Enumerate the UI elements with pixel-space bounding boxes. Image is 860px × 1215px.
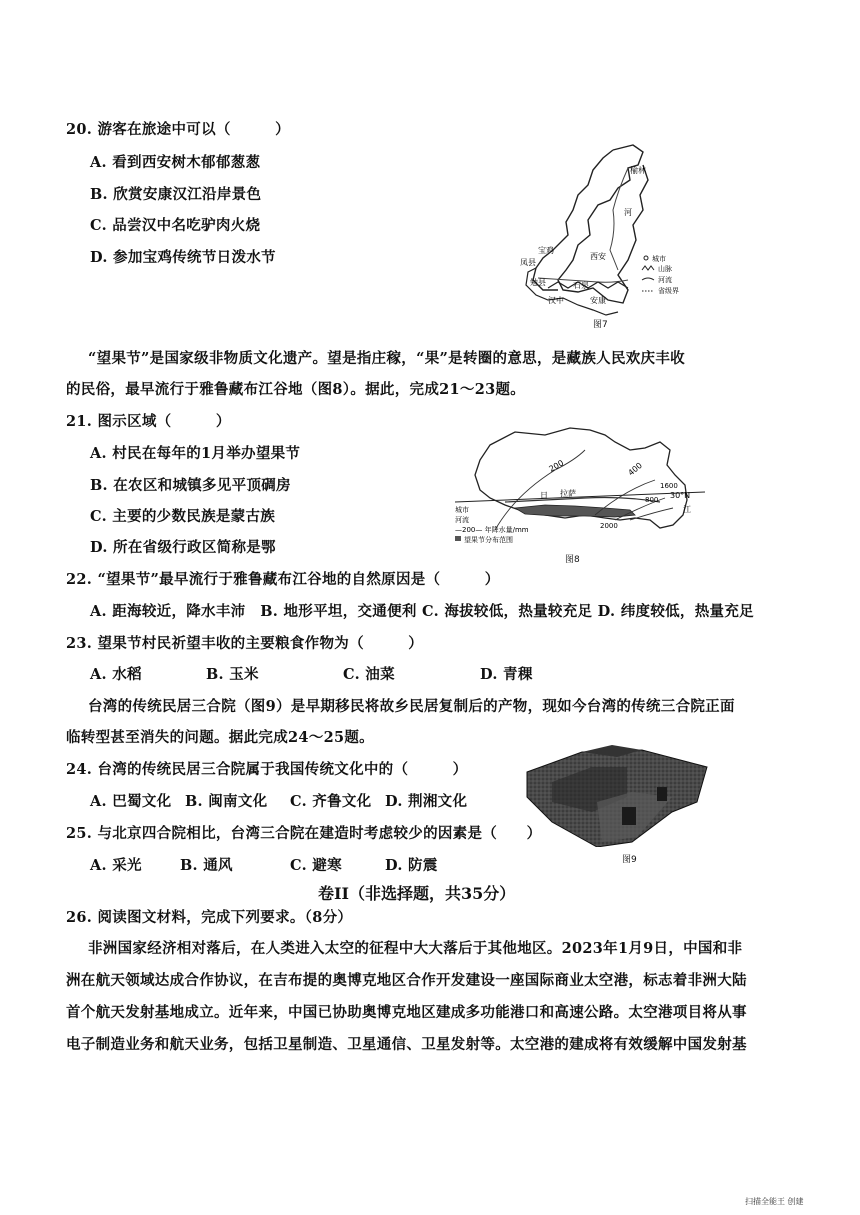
fig8-legend-river: 河流 [455,516,469,524]
fig7-legend-city-icon [644,256,648,260]
intro21-line1: “望果节”是国家级非物质文化遗产。望是指庄稼，“果”是转圈的意思，是藏族人民欢庆丰收 [88,350,685,367]
q20-option-b: B. 欣赏安康汉江沿岸景色 [90,186,262,203]
intro21-line2: 的民俗，最早流行于雅鲁藏布江谷地（图8）。据此，完成21～23题。 [66,381,526,398]
figure-8-map [455,420,705,570]
q23-option-a: A. 水稻 [90,666,142,683]
q21-option-d: D. 所在省级行政区简称是鄂 [90,539,276,556]
fig9-caption: 图9 [622,855,637,865]
q25-option-d: D. 防震 [385,857,438,874]
q25-option-a: A. 采光 [90,857,142,874]
q23-option-d: D. 青稞 [480,666,533,683]
fig8-caption: 图8 [565,555,580,565]
q21-option-b: B. 在农区和城镇多见平顶碉房 [90,477,291,494]
q24-option-a: A. 巴蜀文化 [90,793,172,810]
fig7-legend-mountain: 山脉 [658,265,672,273]
fig8-legend-city: 城市 [455,506,469,514]
intro24-line1: 台湾的传统民居三合院（图9）是早期移民将故乡民居复制后的产物，现如今台湾的传统三合院正面 [88,698,735,715]
fig8-isohyet-800: 800 [645,496,659,504]
fig7-caption: 图7 [593,320,608,330]
fig7-city-shiquan: 石泉 [573,281,589,290]
section-2-title: 卷II（非选择题，共35分） [318,884,516,903]
q25-option-b: B. 通风 [180,857,233,874]
fig8-latitude-label: 30°N [670,491,691,500]
q22-stem: 22. “望果节”最早流行于雅鲁藏布江谷地的自然原因是（ ） [66,571,500,588]
q23-stem: 23. 望果节村民祈望丰收的主要粮食作物为（ ） [66,635,424,652]
fig7-city-baoji: 宝鸡 [538,246,554,255]
fig7-city-ankang: 安康 [590,296,606,305]
fig8-legend-range-icon [455,536,461,541]
q24-stem: 24. 台湾的传统民居三合院属于我国传统文化中的（ ） [66,761,468,778]
q20-option-c: C. 品尝汉中名吃驴肉火烧 [90,217,261,234]
fig7-city-fengxian: 凤县 [520,258,536,267]
fig8-isohyet-400: 400 [626,460,644,478]
fig7-city-yulin: 榆林 [630,166,646,175]
fig7-city-mianxian: 勉县 [530,278,546,287]
fig8-legend-isohyet: —200— 年降水量/mm [455,526,529,534]
fig7-river-label: 河 [624,208,632,217]
fig7-legend-river: 河流 [658,276,672,284]
fig8-legend-range: 望果节分布范围 [464,536,513,544]
fig7-legend-city: 城市 [652,255,666,263]
fig8-river-label: 江 [683,505,691,514]
q22-options: A. 距海较近，降水丰沛 B. 地形平坦，交通便利 C. 海拔较低，热量较充足 D. 纬度较低，热量充足 [90,603,754,620]
figure-9-photo [522,742,712,847]
q21-option-c: C. 主要的少数民族是蒙古族 [90,508,276,525]
q20-option-a: A. 看到西安树木郁郁葱葱 [90,154,261,171]
figure-7-map [518,140,718,330]
fig7-legend-river-icon [642,278,654,280]
q24-option-c: C. 齐鲁文化 [290,793,372,810]
q21-option-a: A. 村民在每年的1月举办望果节 [90,445,301,462]
q26-line-4: 电子制造业务和航天业务，包括卫星制造、卫星通信、卫星发射等。太空港的建成将有效缓解中国发射基 [66,1036,747,1053]
fig8-city-ri: 日 [540,491,548,500]
q25-option-c: C. 避寒 [290,857,342,874]
q26-line-1: 非洲国家经济相对落后，在人类进入太空的征程中大大落后于其他地区。2023年1月9日，中国和非 [88,940,743,957]
fig7-legend-mountain-icon [642,266,654,270]
fig7-legend-boundary: 省级界 [658,287,679,295]
q24-option-b: B. 闽南文化 [185,793,268,810]
fig8-isohyet-2000: 2000 [600,522,618,530]
scanner-watermark: 扫描全能王 创建 [745,1197,804,1206]
fig7-city-xian: 西安 [590,252,606,261]
q26-stem: 26. 阅读图文材料，完成下列要求。（8分） [66,909,353,926]
fig8-city-lhasa: 拉萨 [560,489,576,498]
fig8-isohyet-200: 200 [547,458,566,474]
q26-line-2: 洲在航天领域达成合作协议，在吉布提的奥博克地区合作开发建设一座国际商业太空港，标志着非洲大陆 [66,972,747,989]
q20-stem: 20. 游客在旅途中可以（ ） [66,121,290,138]
q26-line-3: 首个航天发射基地成立。近年来，中国已协助奥博克地区建成多功能港口和高速公路。太空港项目将从事 [66,1004,747,1021]
q23-option-b: B. 玉米 [206,666,259,683]
q23-option-c: C. 油菜 [343,666,395,683]
q20-option-d: D. 参加宝鸡传统节日泼水节 [90,249,276,266]
q21-stem: 21. 图示区域（ ） [66,413,231,430]
fig7-city-hanzhong: 汉中 [548,296,564,305]
q24-option-d: D. 荆湘文化 [385,793,468,810]
q25-stem: 25. 与北京四合院相比，台湾三合院在建造时考虑较少的因素是（ ） [66,825,542,842]
fig8-isohyet-1600: 1600 [660,482,678,490]
intro24-line2: 临转型甚至消失的问题。据此完成24～25题。 [66,729,374,746]
